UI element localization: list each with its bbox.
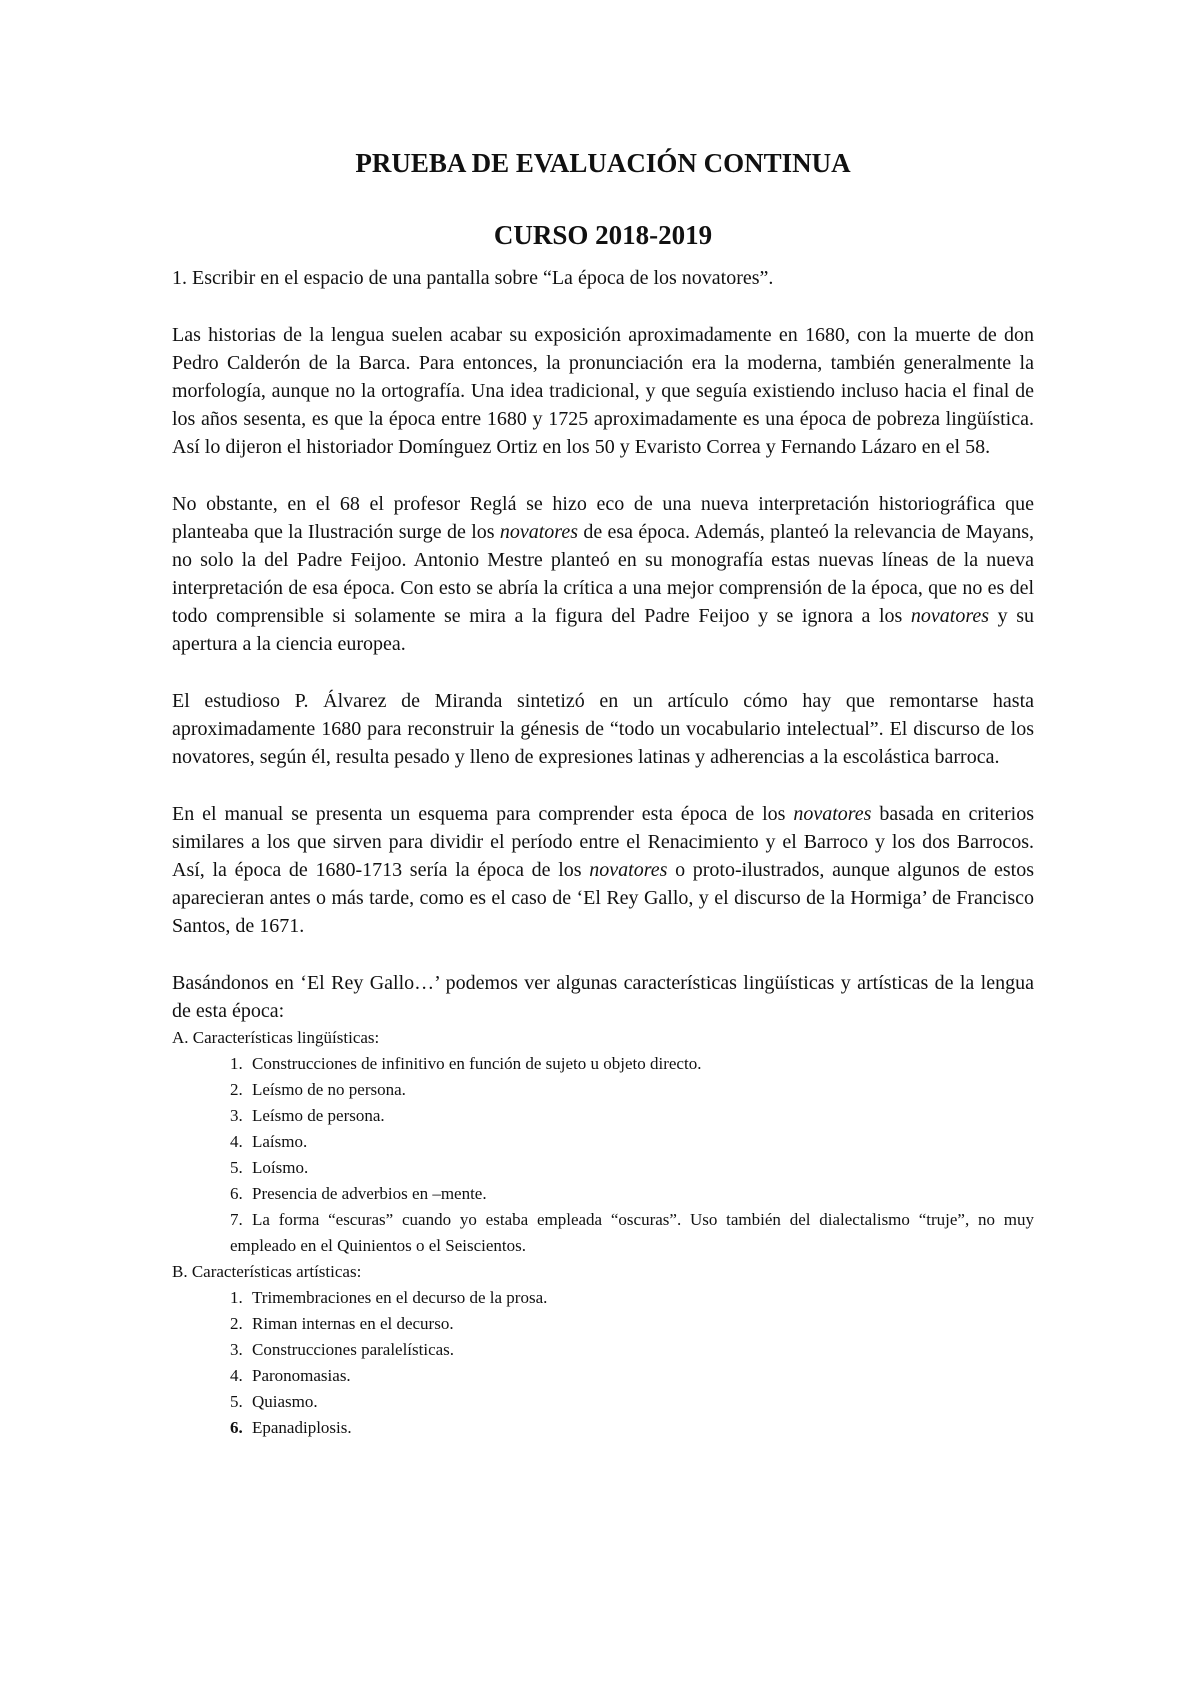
list-item-number: 3. [230,1106,243,1125]
document-page [172,140,1034,1441]
list-item-text: Leísmo de no persona. [252,1080,406,1099]
paragraph-5: Basándonos en ‘El Rey Gallo…’ podemos ver algunas características lingüísticas y artísticas de la lengua de esta época: [172,972,1034,1022]
list-item [172,1077,1034,1103]
list-item-number: 5. [230,1392,243,1411]
italic-term: novatores [589,859,668,881]
list-item-text: Leísmo de persona. [252,1106,385,1125]
course-heading: CURSO 2018-2019 [493,220,713,250]
paragraph-4-part-c: o proto-ilustrados, aunque algunos de estos aparecieran antes o más tarde, como es el caso de ‘El Rey Gallo, y el discurso de la Hormiga’ de Francisco Santos, de 1671. [172,859,1035,937]
list-item-number: 7. [230,1210,243,1229]
italic-term: novatores [793,803,872,825]
paragraph-4 [172,800,1034,940]
list-item [172,1103,1034,1129]
list-item [172,1389,1034,1415]
list-item-text: Construcciones paralelísticas. [252,1340,455,1359]
paragraph-3: El estudioso P. Álvarez de Miranda sintetizó en un artículo cómo hay que remontarse hasta aproximadamente 1680 para reconstruir la génesis de “todo un vocabulario intelectual”. El discurso de los novatores, según él, resulta pesado y lleno de expresiones latinas y adherencias a la escolástica barroca. [172,690,1034,768]
list-item-number: 6. [230,1418,243,1437]
list-a-heading: A. Características lingüísticas: [172,1028,380,1047]
list-item [172,1415,1034,1441]
list-item [172,1181,1034,1207]
list-item [172,1311,1034,1337]
list-item-number: 2. [230,1314,243,1333]
list-item-number: 4. [230,1132,243,1151]
list-item [172,1207,1034,1259]
list-item-text: Quiasmo. [252,1392,318,1411]
list-b-heading: B. Características artísticas: [172,1262,362,1281]
list-item-number: 5. [230,1158,243,1177]
paragraph-2-part-c: y su apertura a la ciencia europea. [172,605,1034,655]
list-item-number: 2. [230,1080,243,1099]
list-item-text: Paronomasias. [252,1366,351,1385]
list-item-number: 6. [230,1184,243,1203]
list-b [172,1285,1034,1441]
list-item [172,1129,1034,1155]
list-item-text: Presencia de adverbios en –mente. [252,1184,487,1203]
list-item [172,1051,1034,1077]
paragraph-1: Las historias de la lengua suelen acabar su exposición aproximadamente en 1680, con la muerte de don Pedro Calderón de la Barca. Para entonces, la pronunciación era la moderna, también generalmente la morfología, aunque no la ortografía. Una idea tradicional, y que seguía existiendo incluso hacia el final de los años sesenta, es que la época entre 1680 y 1725 aproximadamente es una época de pobreza lingüística. Así lo dijeron el historiador Domínguez Ortiz en los 50 y Evaristo Correa y Fernando Lázaro en el 58. [172,324,1034,458]
paragraph-4-part-a: En el manual se presenta un esquema para comprender esta época de los [172,803,794,825]
list-item-text: Laísmo. [252,1132,308,1151]
list-item-text: Loísmo. [252,1158,309,1177]
italic-term: novatores [910,605,990,627]
list-item [172,1155,1034,1181]
paragraph-2-part-a: No obstante, en el 68 el profesor Reglá se hizo eco de una nueva interpretación historiográfica que planteaba que la Ilustración surge de los [172,493,1034,543]
list-item-text: Epanadiplosis. [252,1418,352,1437]
paragraph-2 [172,490,1034,658]
list-item-text: La forma “escuras” cuando yo estaba empleada “oscuras”. Uso también del dialectalismo “truje”, no muy empleado en el Quinientos o el Seiscientos. [230,1210,1034,1255]
question-text: 1. Escribir en el espacio de una pantalla sobre “La época de los novatores”. [172,267,774,289]
list-item-text: Riman internas en el decurso. [252,1314,454,1333]
list-item [172,1337,1034,1363]
list-item-number: 1. [230,1054,243,1073]
paragraph-2-part-b: de esa época. Además, planteó la relevancia de Mayans, no solo la del Padre Feijoo. Antonio Mestre planteó en su monografía estas nuevas líneas de la nueva interpretación de esa época. Con esto se abría la crítica a una mejor comprensión de la época, que no es del todo comprensible si solamente se mira a la figura del Padre Feijoo y se ignora a los [172,521,1034,627]
list-item-text: Trimembraciones en el decurso de la prosa. [252,1288,548,1307]
list-item-number: 1. [230,1288,243,1307]
list-item-number: 3. [230,1340,243,1359]
list-a [172,1051,1034,1259]
paragraph-4-part-b: basada en criterios similares a los que sirven para dividir el período entre el Renacimiento y el Barroco y los dos Barrocos. Así, la época de 1680-1713 sería la época de los [172,803,1034,881]
list-item-text: Construcciones de infinitivo en función de sujeto u objeto directo. [252,1054,702,1073]
document-title: PRUEBA DE EVALUACIÓN CONTINUA [355,148,851,178]
italic-term: novatores [499,521,578,543]
list-item-number: 4. [230,1366,243,1385]
list-item [172,1285,1034,1311]
list-item [172,1363,1034,1389]
